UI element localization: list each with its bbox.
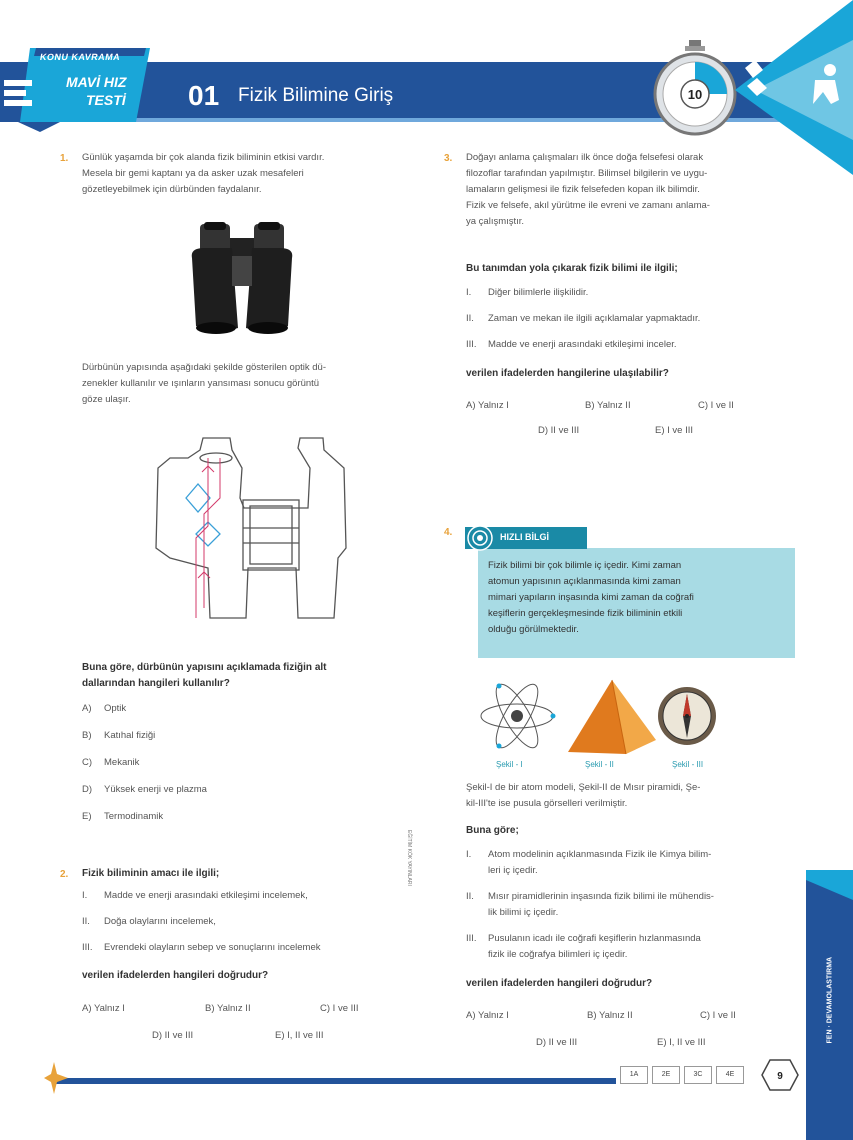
question-3-items	[466, 287, 801, 365]
option-d[interactable]: D) Yüksek enerji ve plazma	[82, 784, 207, 795]
question-2-items	[82, 890, 417, 968]
text-line: Buna göre, dürbünün yapısını açıklamada fiziğin alt	[82, 662, 327, 673]
option-e[interactable]: E) I ve III	[655, 425, 694, 436]
answer-key-3: 3C	[684, 1066, 712, 1084]
option-c[interactable]: C) I ve II	[698, 400, 734, 411]
answer-key-1: 1A	[620, 1066, 648, 1084]
question-4-prompt: Buna göre;	[466, 825, 519, 836]
question-4-description	[466, 780, 801, 812]
info-text	[488, 558, 788, 638]
sparkle-icon	[44, 1062, 68, 1098]
statement-item: III. Pusulanın icadı ile coğrafi keşiflerin hızlanmasında fizik ile coğrafya bilimleri iç içedir.	[466, 933, 701, 960]
option-c[interactable]: C) Mekanik	[82, 757, 140, 768]
answer-key-4: 4E	[716, 1066, 744, 1084]
text-line: göze ulaşır.	[82, 394, 131, 405]
question-2-number: 2.	[60, 869, 69, 880]
stopwatch-icon	[650, 38, 740, 138]
question-3-stem: verilen ifadelerden hangilerine ulaşılabilir?	[466, 368, 669, 379]
option-b[interactable]: B) Katıhal fiziği	[82, 730, 156, 741]
brand-small-label: KONU KAVRAMA	[39, 52, 122, 62]
binoculars-photo	[182, 218, 302, 338]
option-b[interactable]: B) Yalnız II	[587, 1010, 633, 1021]
brand-line-1: MAVİ HIZ	[66, 74, 127, 90]
question-1-middle	[82, 360, 412, 408]
brand-line-2: TESTİ	[86, 92, 126, 108]
text-line: atomun yapısının açıklanmasında kimi zaman	[488, 576, 681, 587]
option-a[interactable]: A) Yalnız I	[82, 1003, 125, 1014]
answer-key-2: 2E	[652, 1066, 680, 1084]
option-c[interactable]: C) I ve II	[700, 1010, 736, 1021]
statement-item: II. Mısır piramidlerinin inşasında fizik bilimi ile mühendis- lik bilimi iç içedir.	[466, 891, 714, 918]
text-line: Dürbünün yapısında aşağıdaki şekilde gösterilen optik dü-	[82, 362, 326, 373]
lightning-info-icon	[467, 525, 493, 551]
question-3-intro	[466, 150, 801, 230]
text-line: ya çalışmıştır.	[466, 216, 525, 227]
pyramid-image	[566, 678, 658, 756]
page-number-badge	[760, 1058, 800, 1092]
option-a[interactable]: A) Yalnız I	[466, 1010, 509, 1021]
question-4-number: 4.	[444, 527, 453, 538]
text-line: dallarından hangileri kullanılır?	[82, 678, 230, 689]
option-b[interactable]: B) Yalnız II	[585, 400, 631, 411]
statement-item: II. Zaman ve mekan ile ilgili açıklamalar yapmaktadır.	[466, 313, 701, 324]
question-2-prompt: Fizik biliminin amacı ile ilgili;	[82, 868, 220, 879]
statement-item: III. Madde ve enerji arasındaki etkileşimi inceler.	[466, 339, 677, 350]
page-number: 9	[777, 1071, 783, 1082]
question-1-number: 1.	[60, 153, 69, 164]
text-line: Fizik ve felsefe, akıl yürütme ile evreni ve zamanı anlama-	[466, 200, 710, 211]
page-title: Fizik Bilimine Giriş	[238, 85, 394, 106]
binocular-optics-diagram	[148, 428, 353, 628]
statement-item: I. Madde ve enerji arasındaki etkileşimi incelemek,	[82, 890, 308, 901]
text-line: filozoflar tarafından yapılmıştır. Bilimsel bilgilerin ve uygu-	[466, 168, 708, 179]
side-ribbon-tip	[806, 870, 853, 900]
text-line: keşiflerin gerçekleşmesinde fizik biliminin etkili	[488, 608, 683, 619]
option-d[interactable]: D) II ve III	[536, 1037, 578, 1048]
side-ribbon-text: FEN · DEVAMOLASTIRMA	[826, 956, 834, 1044]
timer-value: 10	[687, 87, 703, 102]
figure-label-3: Şekil - III	[672, 760, 704, 769]
question-1-options	[82, 703, 382, 838]
text-line: Günlük yaşamda bir çok alanda fizik biliminin etkisi vardır.	[82, 152, 325, 163]
question-4-stem: verilen ifadelerden hangileri doğrudur?	[466, 978, 653, 989]
question-3-number: 3.	[444, 153, 453, 164]
option-e[interactable]: E) I, II ve III	[657, 1037, 706, 1048]
question-4-items	[466, 847, 796, 973]
question-3-prompt: Bu tanımdan yola çıkarak fizik bilimi ile ilgili;	[466, 263, 678, 274]
option-a[interactable]: A) Yalnız I	[466, 400, 509, 411]
option-e[interactable]: E) Termodinamik	[82, 811, 164, 822]
option-c[interactable]: C) I ve III	[320, 1003, 359, 1014]
option-d[interactable]: D) II ve III	[538, 425, 580, 436]
option-e[interactable]: E) I, II ve III	[275, 1030, 324, 1041]
question-2-stem: verilen ifadelerden hangileri doğrudur?	[82, 970, 269, 981]
statement-item: III. Evrendeki olayların sebep ve sonuçlarını incelemek	[82, 942, 321, 953]
footer-line	[56, 1078, 616, 1084]
question-1-intro	[82, 150, 412, 198]
compass-image	[656, 676, 718, 756]
text-line: kil-III'te ise pusula görselleri verilmiştir.	[466, 798, 628, 809]
text-line: zenekler kullanılır ve ışınların yansıması sonucu görüntü	[82, 378, 320, 389]
text-line: gözetleyebilmek için dürbünden faydalanır.	[82, 184, 262, 195]
figure-label-2: Şekil - II	[585, 760, 614, 769]
vertical-note: EĞİTİM KÖK YAYINLARI	[406, 830, 412, 886]
question-1-prompt	[82, 660, 417, 692]
option-a[interactable]: A) Optik	[82, 703, 127, 714]
text-line: lamaların gelişmesi ile fizik felsefeden kopan ilk bilimdir.	[466, 184, 700, 195]
statement-item: I. Diğer bilimlerle ilişkilidir.	[466, 287, 589, 298]
statement-item: II. Doğa olaylarını incelemek,	[82, 916, 216, 927]
text-line: Mesela bir gemi kaptanı ya da asker uzak mesafeleri	[82, 168, 304, 179]
unit-number: 01	[188, 80, 220, 111]
figure-label-1: Şekil - I	[496, 760, 523, 769]
option-b[interactable]: B) Yalnız II	[205, 1003, 251, 1014]
text-line: mimari yapıların inşasında kimi zaman da coğrafi	[488, 592, 694, 603]
atom-model-image	[475, 676, 560, 756]
text-line: Şekil-I de bir atom modeli, Şekil-II de Mısır piramidi, Şe-	[466, 782, 701, 793]
text-line: Fizik bilimi bir çok bilimle iç içedir. Kimi zaman	[488, 560, 682, 571]
text-line: olduğu görülmektedir.	[488, 624, 579, 635]
info-label-text: HIZLI BİLGİ	[500, 532, 549, 542]
corner-decoration	[735, 0, 853, 175]
text-line: Doğayı anlama çalışmaları ilk önce doğa felsefesi olarak	[466, 152, 704, 163]
option-d[interactable]: D) II ve III	[152, 1030, 194, 1041]
statement-item: I. Atom modelinin açıklanmasında Fizik ile Kimya bilim- leri iç içedir.	[466, 849, 712, 876]
